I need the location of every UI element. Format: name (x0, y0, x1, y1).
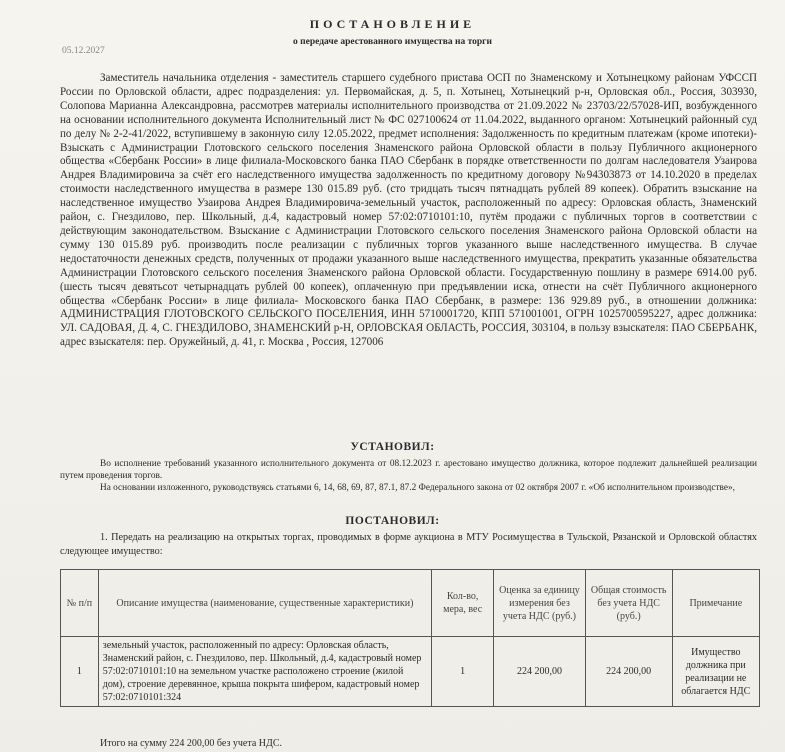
property-table (60, 569, 760, 707)
header-unit-price: Оценка за единицу измерения без учета НДС (руб.) (494, 570, 586, 637)
established-heading: УСТАНОВИЛ: (350, 441, 435, 453)
header-num: № п/п (61, 570, 99, 637)
established-section (60, 458, 757, 494)
resolved-heading: ПОСТАНОВИЛ: (345, 515, 440, 527)
header-total: Общая стоимость без учета НДС (руб.) (585, 570, 672, 637)
total-line: Итого на сумму 224 200,00 без учета НДС. (100, 738, 283, 749)
cell-num: 1 (61, 637, 99, 707)
resolved-section (60, 531, 757, 558)
header-desc: Описание имущества (наименование, существенные характеристики) (98, 570, 431, 637)
header-qty: Кол-во, мера, вес (432, 570, 494, 637)
cell-note: Имущество должника при реализации не облагается НДС (672, 637, 759, 707)
cell-qty: 1 (432, 637, 494, 707)
resolved-text-1: 1. Передать на реализацию на открытых торгах, проводимых в форме аукциона в МТУ Росимущества в Тульской, Рязанской и Орловской областях следующее имущество: (60, 532, 757, 557)
table-header-row (61, 570, 760, 637)
document-title: ПОСТАНОВЛЕНИЕ (309, 17, 476, 31)
header-note: Примечание (672, 570, 759, 637)
table-row (61, 637, 760, 707)
document-date: 05.12.2027 (62, 46, 105, 56)
cell-total: 224 200,00 (585, 637, 672, 707)
cell-desc: земельный участок, расположенный по адресу: Орловская область, Знаменский район, с. Гнездилово, пер. Школьный, д.4, кадастровый номер 57:02:0710101:10 на земельном участке расположено строение (жилой дом), строение деревянное, крыша покрыта шифером, кадастровый номер 57:02:0710101:324 (98, 637, 431, 707)
cell-unit-price: 224 200,00 (494, 637, 586, 707)
document-subtitle: о передаче арестованного имущества на торги (293, 37, 492, 47)
established-text-1: Во исполнение требований указанного исполнительного документа от 08.12.2023 г. арестовано имущество должника, которое подлежит дальнейшей реализации путем проведения торгов. (60, 459, 757, 481)
established-text-2: На основании изложенного, руководствуясь статьями 6, 14, 68, 69, 87, 87.1, 87.2 Федерального закона от 02 октября 2007 г. «Об исполнительном производстве», (100, 483, 735, 493)
intro-paragraph (60, 72, 757, 350)
intro-text: Заместитель начальника отделения - заместитель старшего судебного пристава ОСП по Знаменскому и Хотынецкому районам УФССП России по Орловской области, адрес подразделения: ул. Первомайская, д. 5, п. Хотынец, Хотынецкий р-н, Орловская обл., Россия, 303930, Солопова Марианна Александровна, рассмотрев материалы исполнительного производства от 21.09.2022 № 23703/22/57028-ИП, возбужденного на основании исполнительного документа Исполнительный лист № ФС 027100624 от 11.04.2022, выданного органом: Хотынецкий районный суд по делу № 2-2-41/2022, вступившему в законную силу 12.05.2022, предмет исполнения: Задолженность по кредитным платежам (кроме ипотеки)-Взыскать с Администрации Глотовского сельского поселения Знаменского района Орловской области в пользу Публичного акционерного общества «Сбербанк России» в лице филиала-Московского банка ПАО Сбербанк в порядке ответственности по долгам наследователя Узаирова Андрея Владимировича за счёт его наследственного имущества задолженность по кредитному договору №94303873 от 14.10.2020 в пределах стоимости наследственного имущества в размере 130 015.89 руб. (сто тридцать тысяч пятнадцать рублей 89 копеек). Обратить взыскание на наследственное имущество Узаирова Андрея Владимировича-земельный участок, расположенный по адресу: Орловская область, Знаменский район, с. Гнездилово, пер. Школьный, д.4, кадастровый номер 57:02:0710101:10, путём продажи с публичных торгов в соответствии с действующим законодательством. Взыскание с Администрации Глотовского сельского поселения Знаменского района Орловской области на сумму 130 015.89 руб. производить после реализации с публичных торгов указанного выше наследственного имущества. В случае недостаточности денежных средств, полученных от продажи указанного выше наследственного имущества, прекратить указанные обязательства Администрации Глотовского сельского поселения Знаменского района Орловской области. Государственную пошлину в размере 6914.00 руб. (шесть тысяч девятьсот четырнадцать рублей 00 копеек), оплаченную при предъявлении иска, отнести на счёт Публичного акционерного общества «Сбербанк России» в лице филиала- Московского банка ПАО Сбербанк, в размере: 136 929.89 руб., в отношении должника: АДМИНИСТРАЦИЯ ГЛОТОВСКОГО СЕЛЬСКОГО ПОСЕЛЕНИЯ, ИНН 5710001720, КПП 571001001, ОГРН 1025700595227, адрес должника: УЛ. САДОВАЯ, Д. 4, С. ГНЕЗДИЛОВО, ЗНАМЕНСКИЙ р-Н, ОРЛОВСКАЯ ОБЛАСТЬ, РОССИЯ, 303104, в пользу взыскателя: ПАО СБЕРБАНК, адрес взыскателя: пер. Оружейный, д. 41, г. Москва , Россия, 127006 (60, 72, 757, 349)
